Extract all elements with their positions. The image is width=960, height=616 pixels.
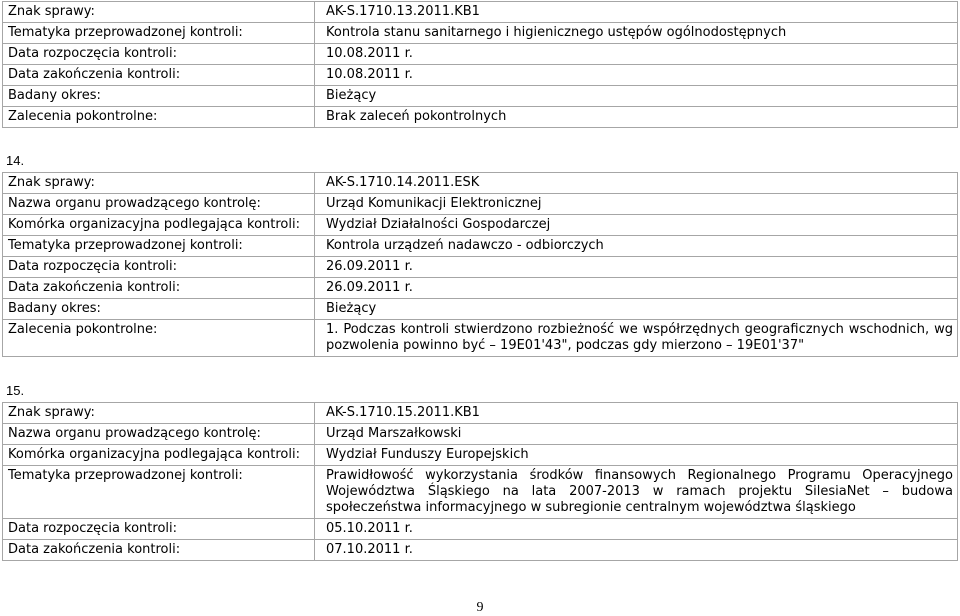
row-label: Znak sprawy: xyxy=(3,2,315,23)
table-row xyxy=(3,65,958,86)
table-row xyxy=(3,466,958,519)
row-value: 10.08.2011 r. xyxy=(315,65,958,86)
row-label: Tematyka przeprowadzonej kontroli: xyxy=(3,23,315,44)
row-value: 07.10.2011 r. xyxy=(315,540,958,561)
row-value: AK-S.1710.13.2011.KB1 xyxy=(315,2,958,23)
row-value: 26.09.2011 r. xyxy=(315,278,958,299)
row-value: AK-S.1710.15.2011.KB1 xyxy=(315,403,958,424)
table-row xyxy=(3,445,958,466)
row-value: Kontrola stanu sanitarnego i higienicznego ustępów ogólnodostępnych xyxy=(315,23,958,44)
row-label: Tematyka przeprowadzonej kontroli: xyxy=(3,236,315,257)
control-table-13 xyxy=(2,1,958,128)
table-row xyxy=(3,278,958,299)
row-label: Znak sprawy: xyxy=(3,403,315,424)
row-value: Urząd Komunikacji Elektronicznej xyxy=(315,194,958,215)
table-row xyxy=(3,2,958,23)
row-value: Brak zaleceń pokontrolnych xyxy=(315,107,958,128)
row-label: Nazwa organu prowadzącego kontrolę: xyxy=(3,194,315,215)
row-value: 1. Podczas kontroli stwierdzono rozbieżność we współrzędnych geograficznych wschodnich, wg pozwolenia powinno być – 19E01'43", podczas gdy mierzono – 19E01'37" xyxy=(315,320,958,357)
row-label: Data zakończenia kontroli: xyxy=(3,278,315,299)
table-row xyxy=(3,215,958,236)
table-row xyxy=(3,540,958,561)
row-label: Data zakończenia kontroli: xyxy=(3,65,315,86)
table-row xyxy=(3,257,958,278)
table-row xyxy=(3,424,958,445)
row-label: Data rozpoczęcia kontroli: xyxy=(3,44,315,65)
control-table-15 xyxy=(2,402,958,561)
row-value: Wydział Funduszy Europejskich xyxy=(315,445,958,466)
section-number: 14. xyxy=(6,153,25,168)
table-row xyxy=(3,299,958,320)
row-value: Wydział Działalności Gospodarczej xyxy=(315,215,958,236)
row-value: 05.10.2011 r. xyxy=(315,519,958,540)
row-label: Data zakończenia kontroli: xyxy=(3,540,315,561)
row-value: AK-S.1710.14.2011.ESK xyxy=(315,173,958,194)
section-number: 15. xyxy=(6,383,25,398)
table-row xyxy=(3,236,958,257)
table-row xyxy=(3,23,958,44)
row-label: Komórka organizacyjna podlegająca kontroli: xyxy=(3,445,315,466)
table-row xyxy=(3,403,958,424)
row-label: Nazwa organu prowadzącego kontrolę: xyxy=(3,424,315,445)
table-row xyxy=(3,519,958,540)
control-table-14 xyxy=(2,172,958,357)
table-row xyxy=(3,320,958,357)
table-row xyxy=(3,173,958,194)
row-value: Prawidłowość wykorzystania środków finansowych Regionalnego Programu Operacyjnego Województwa Śląskiego na lata 2007-2013 w ramach projektu SilesiaNet – budowa społeczeństwa informacyjnego w subregionie centralnym województwa śląskiego xyxy=(315,466,958,519)
row-value: 26.09.2011 r. xyxy=(315,257,958,278)
row-value: Bieżący xyxy=(315,86,958,107)
row-label: Data rozpoczęcia kontroli: xyxy=(3,257,315,278)
row-label: Tematyka przeprowadzonej kontroli: xyxy=(3,466,315,519)
table-row xyxy=(3,44,958,65)
row-label: Badany okres: xyxy=(3,299,315,320)
row-value: Urząd Marszałkowski xyxy=(315,424,958,445)
row-label: Zalecenia pokontrolne: xyxy=(3,320,315,357)
row-label: Komórka organizacyjna podlegająca kontroli: xyxy=(3,215,315,236)
row-label: Znak sprawy: xyxy=(3,173,315,194)
row-label: Zalecenia pokontrolne: xyxy=(3,107,315,128)
page-number: 9 xyxy=(476,600,484,615)
row-value: 10.08.2011 r. xyxy=(315,44,958,65)
row-label: Badany okres: xyxy=(3,86,315,107)
table-row xyxy=(3,107,958,128)
table-row xyxy=(3,194,958,215)
row-value: Kontrola urządzeń nadawczo - odbiorczych xyxy=(315,236,958,257)
row-label: Data rozpoczęcia kontroli: xyxy=(3,519,315,540)
table-row xyxy=(3,86,958,107)
row-value: Bieżący xyxy=(315,299,958,320)
